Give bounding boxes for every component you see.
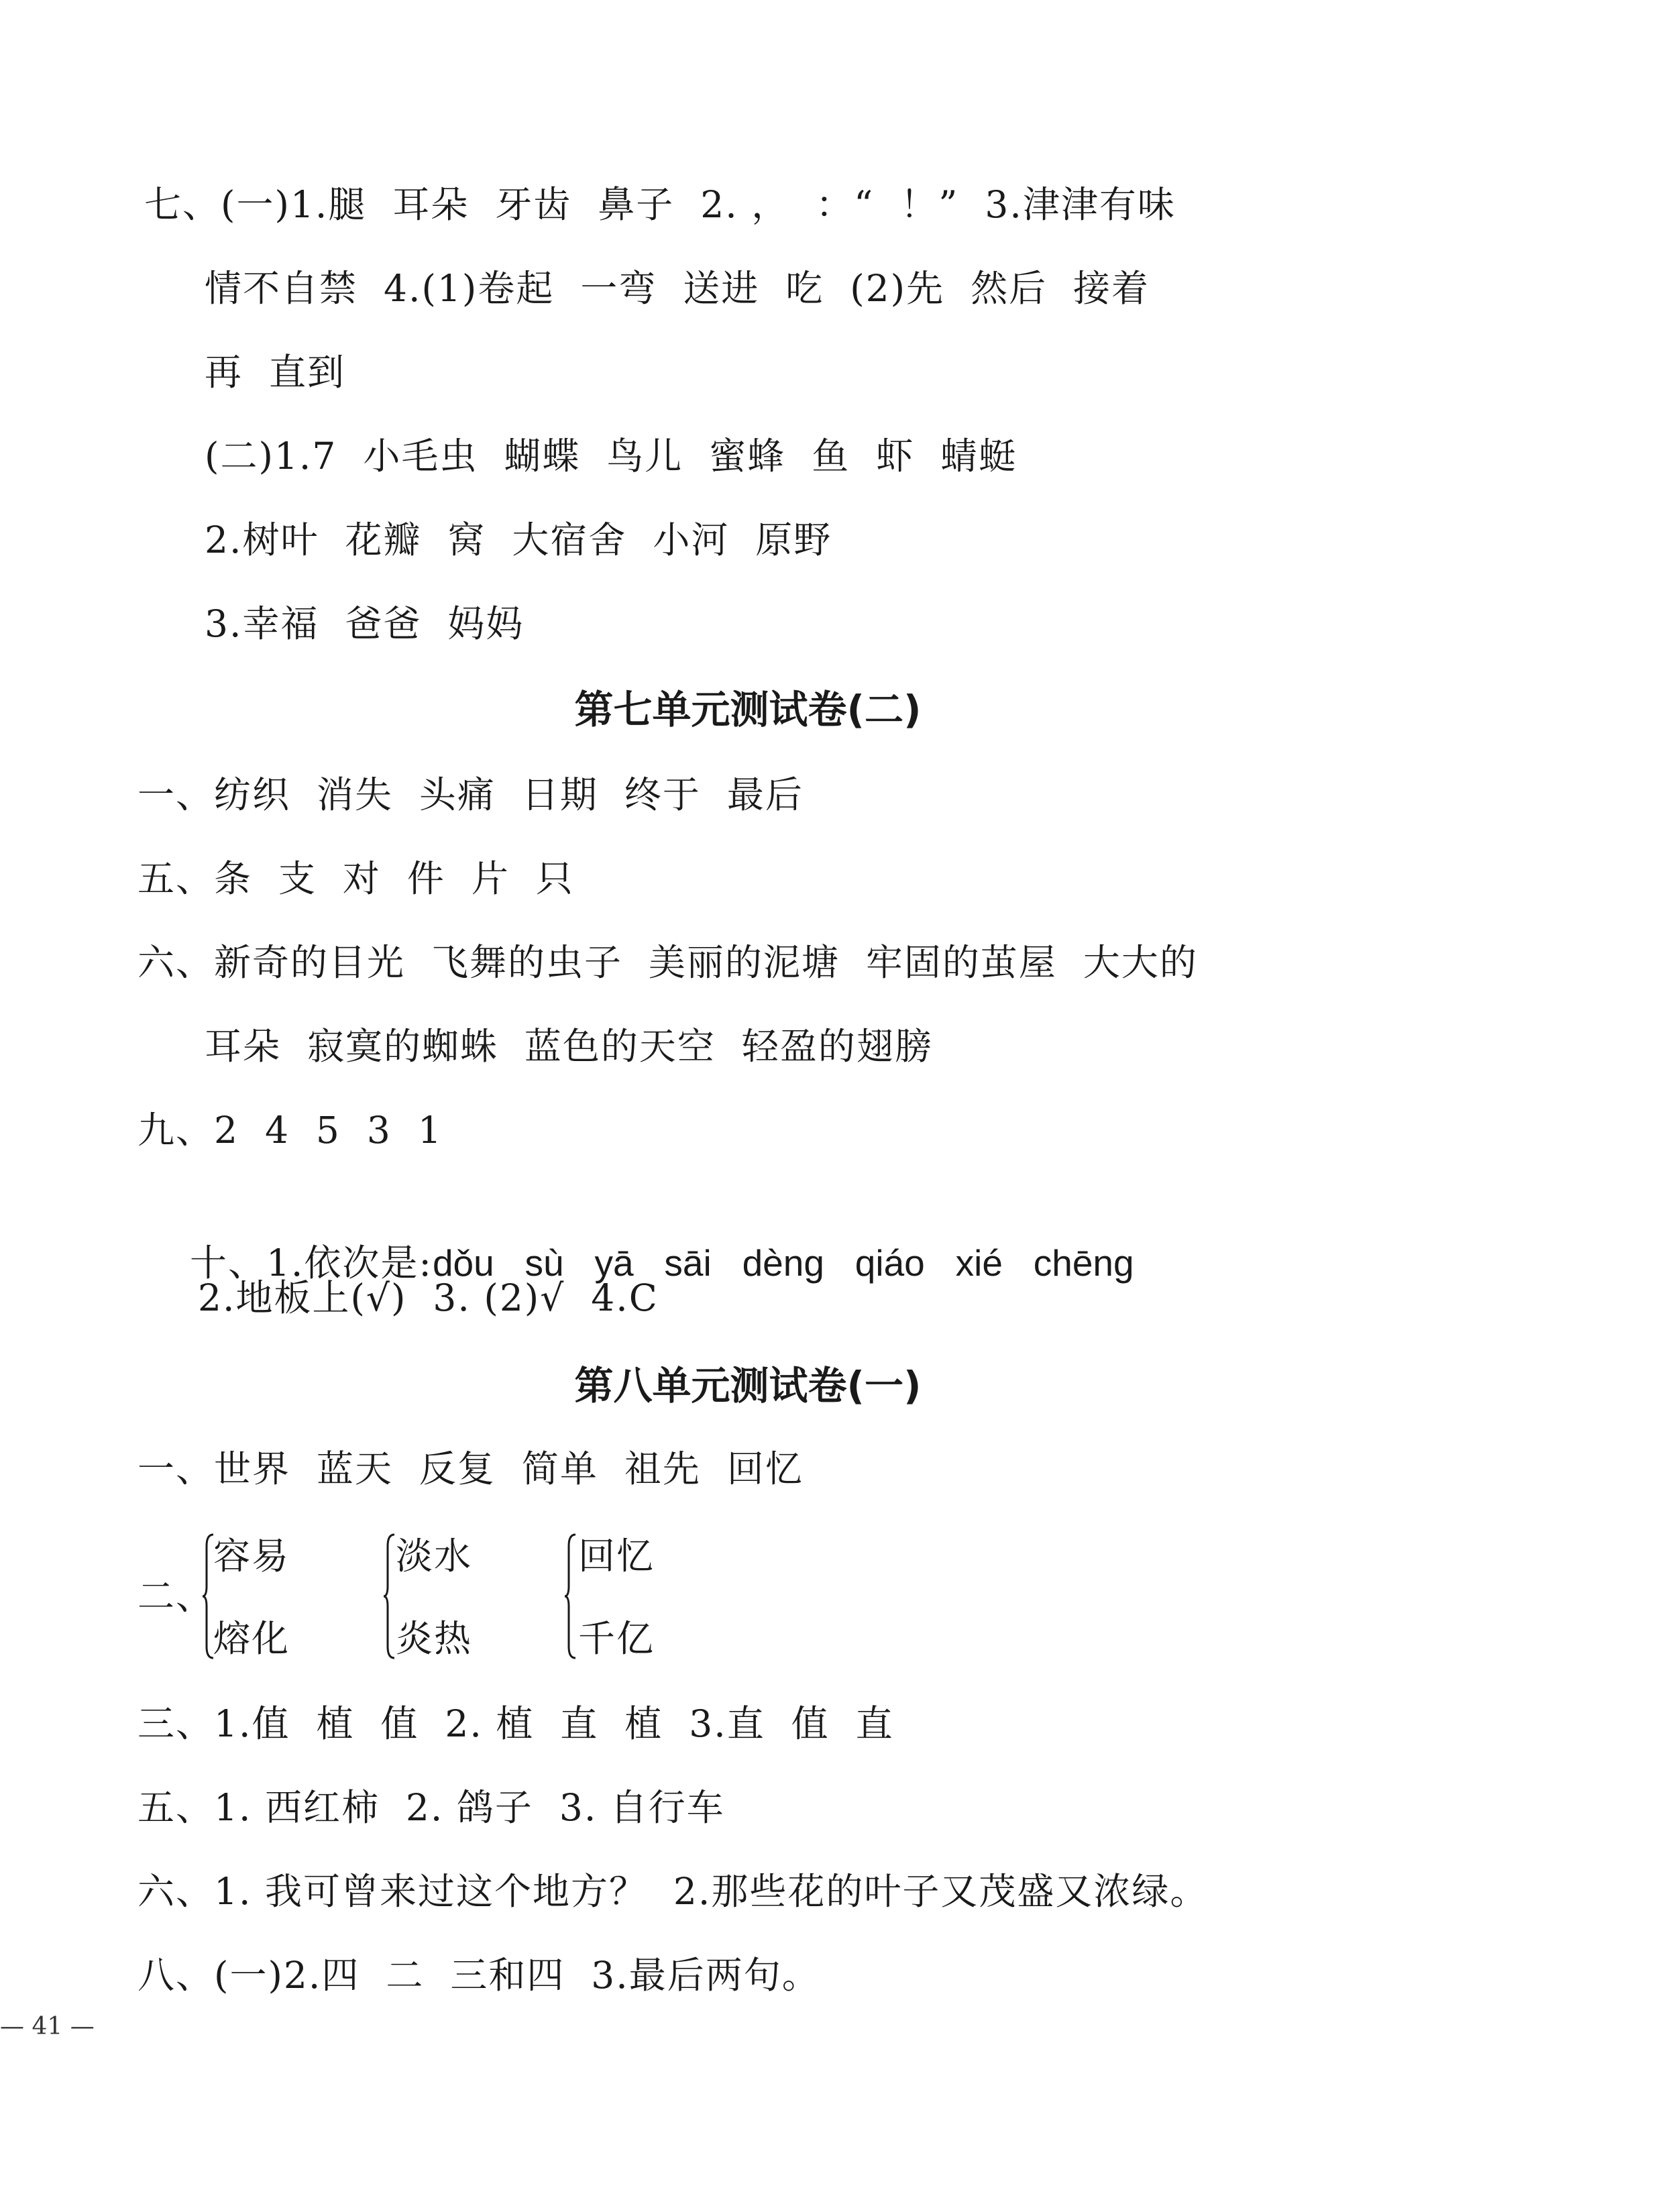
q10-pinyin: dǒu sù yā sāi dèng qiáo xié chēng — [432, 1242, 1134, 1284]
test-seven-two-q1: 一、纺织 消失 头痛 日期 终于 最后 — [137, 773, 804, 816]
section-seven-line-3: 再 直到 — [205, 351, 345, 394]
test-seven-two-q10-line-2: 2.地板上(√) 3. (2)√ 4.C — [198, 1276, 659, 1319]
test-seven-two-q6-line-1: 六、新奇的目光 飞舞的虫子 美丽的泥塘 牢固的茧屋 大大的 — [137, 941, 1198, 984]
test-eight-one-q8: 八、(一)2.四 二 三和四 3.最后两句。 — [137, 1954, 820, 1997]
test-seven-two-title: 第七单元测试卷(二) — [574, 687, 922, 732]
section-seven-line-2: 情不自禁 4.(1)卷起 一弯 送进 吃 (2)先 然后 接着 — [205, 267, 1150, 310]
q2-group-3-top: 回忆 — [578, 1535, 655, 1578]
test-seven-two-q6-line-2: 耳朵 寂寞的蜘蛛 蓝色的天空 轻盈的翅膀 — [205, 1025, 933, 1068]
test-eight-one-q1: 一、世界 蓝天 反复 简单 祖先 回忆 — [137, 1447, 804, 1490]
test-eight-one-title: 第八单元测试卷(一) — [574, 1363, 922, 1408]
q2-group-2-top: 淡水 — [396, 1535, 473, 1578]
section-seven-line-4: (二)1.7 小毛虫 蝴蝶 鸟儿 蜜蜂 鱼 虾 蜻蜓 — [205, 435, 1017, 478]
section-seven-line-1: 七、(一)1.腿 耳朵 牙齿 鼻子 2. ， ：“ ！” 3.津津有味 — [144, 183, 1176, 226]
left-brace-icon — [382, 1533, 397, 1660]
q10-prefix: 十、1.依次是: — [189, 1241, 433, 1284]
test-seven-two-q9: 九、2 4 5 3 1 — [137, 1109, 443, 1152]
q2-group-1-bottom: 熔化 — [213, 1617, 290, 1660]
page-number: — 41 — — [0, 2013, 95, 2040]
test-eight-one-q5: 五、1. 西红柿 2. 鸽子 3. 自行车 — [137, 1786, 725, 1829]
test-eight-one-q3: 三、1.值 植 值 2. 植 直 植 3.直 值 直 — [137, 1702, 894, 1745]
test-seven-two-q5: 五、条 支 对 件 片 只 — [137, 857, 574, 900]
section-seven-line-5: 2.树叶 花瓣 窝 大宿舍 小河 原野 — [205, 518, 832, 561]
q2-group-1-top: 容易 — [213, 1535, 290, 1578]
q2-group-3-bottom: 千亿 — [578, 1617, 655, 1660]
test-eight-one-q6: 六、1. 我可曾来过这个地方？ 2.那些花的叶子又茂盛又浓绿。 — [137, 1870, 1209, 1913]
left-brace-icon — [563, 1533, 578, 1660]
q2-group-2-bottom: 炎热 — [396, 1617, 473, 1660]
q2-label: 二、 — [137, 1575, 215, 1618]
section-seven-line-6: 3.幸福 爸爸 妈妈 — [205, 602, 525, 645]
